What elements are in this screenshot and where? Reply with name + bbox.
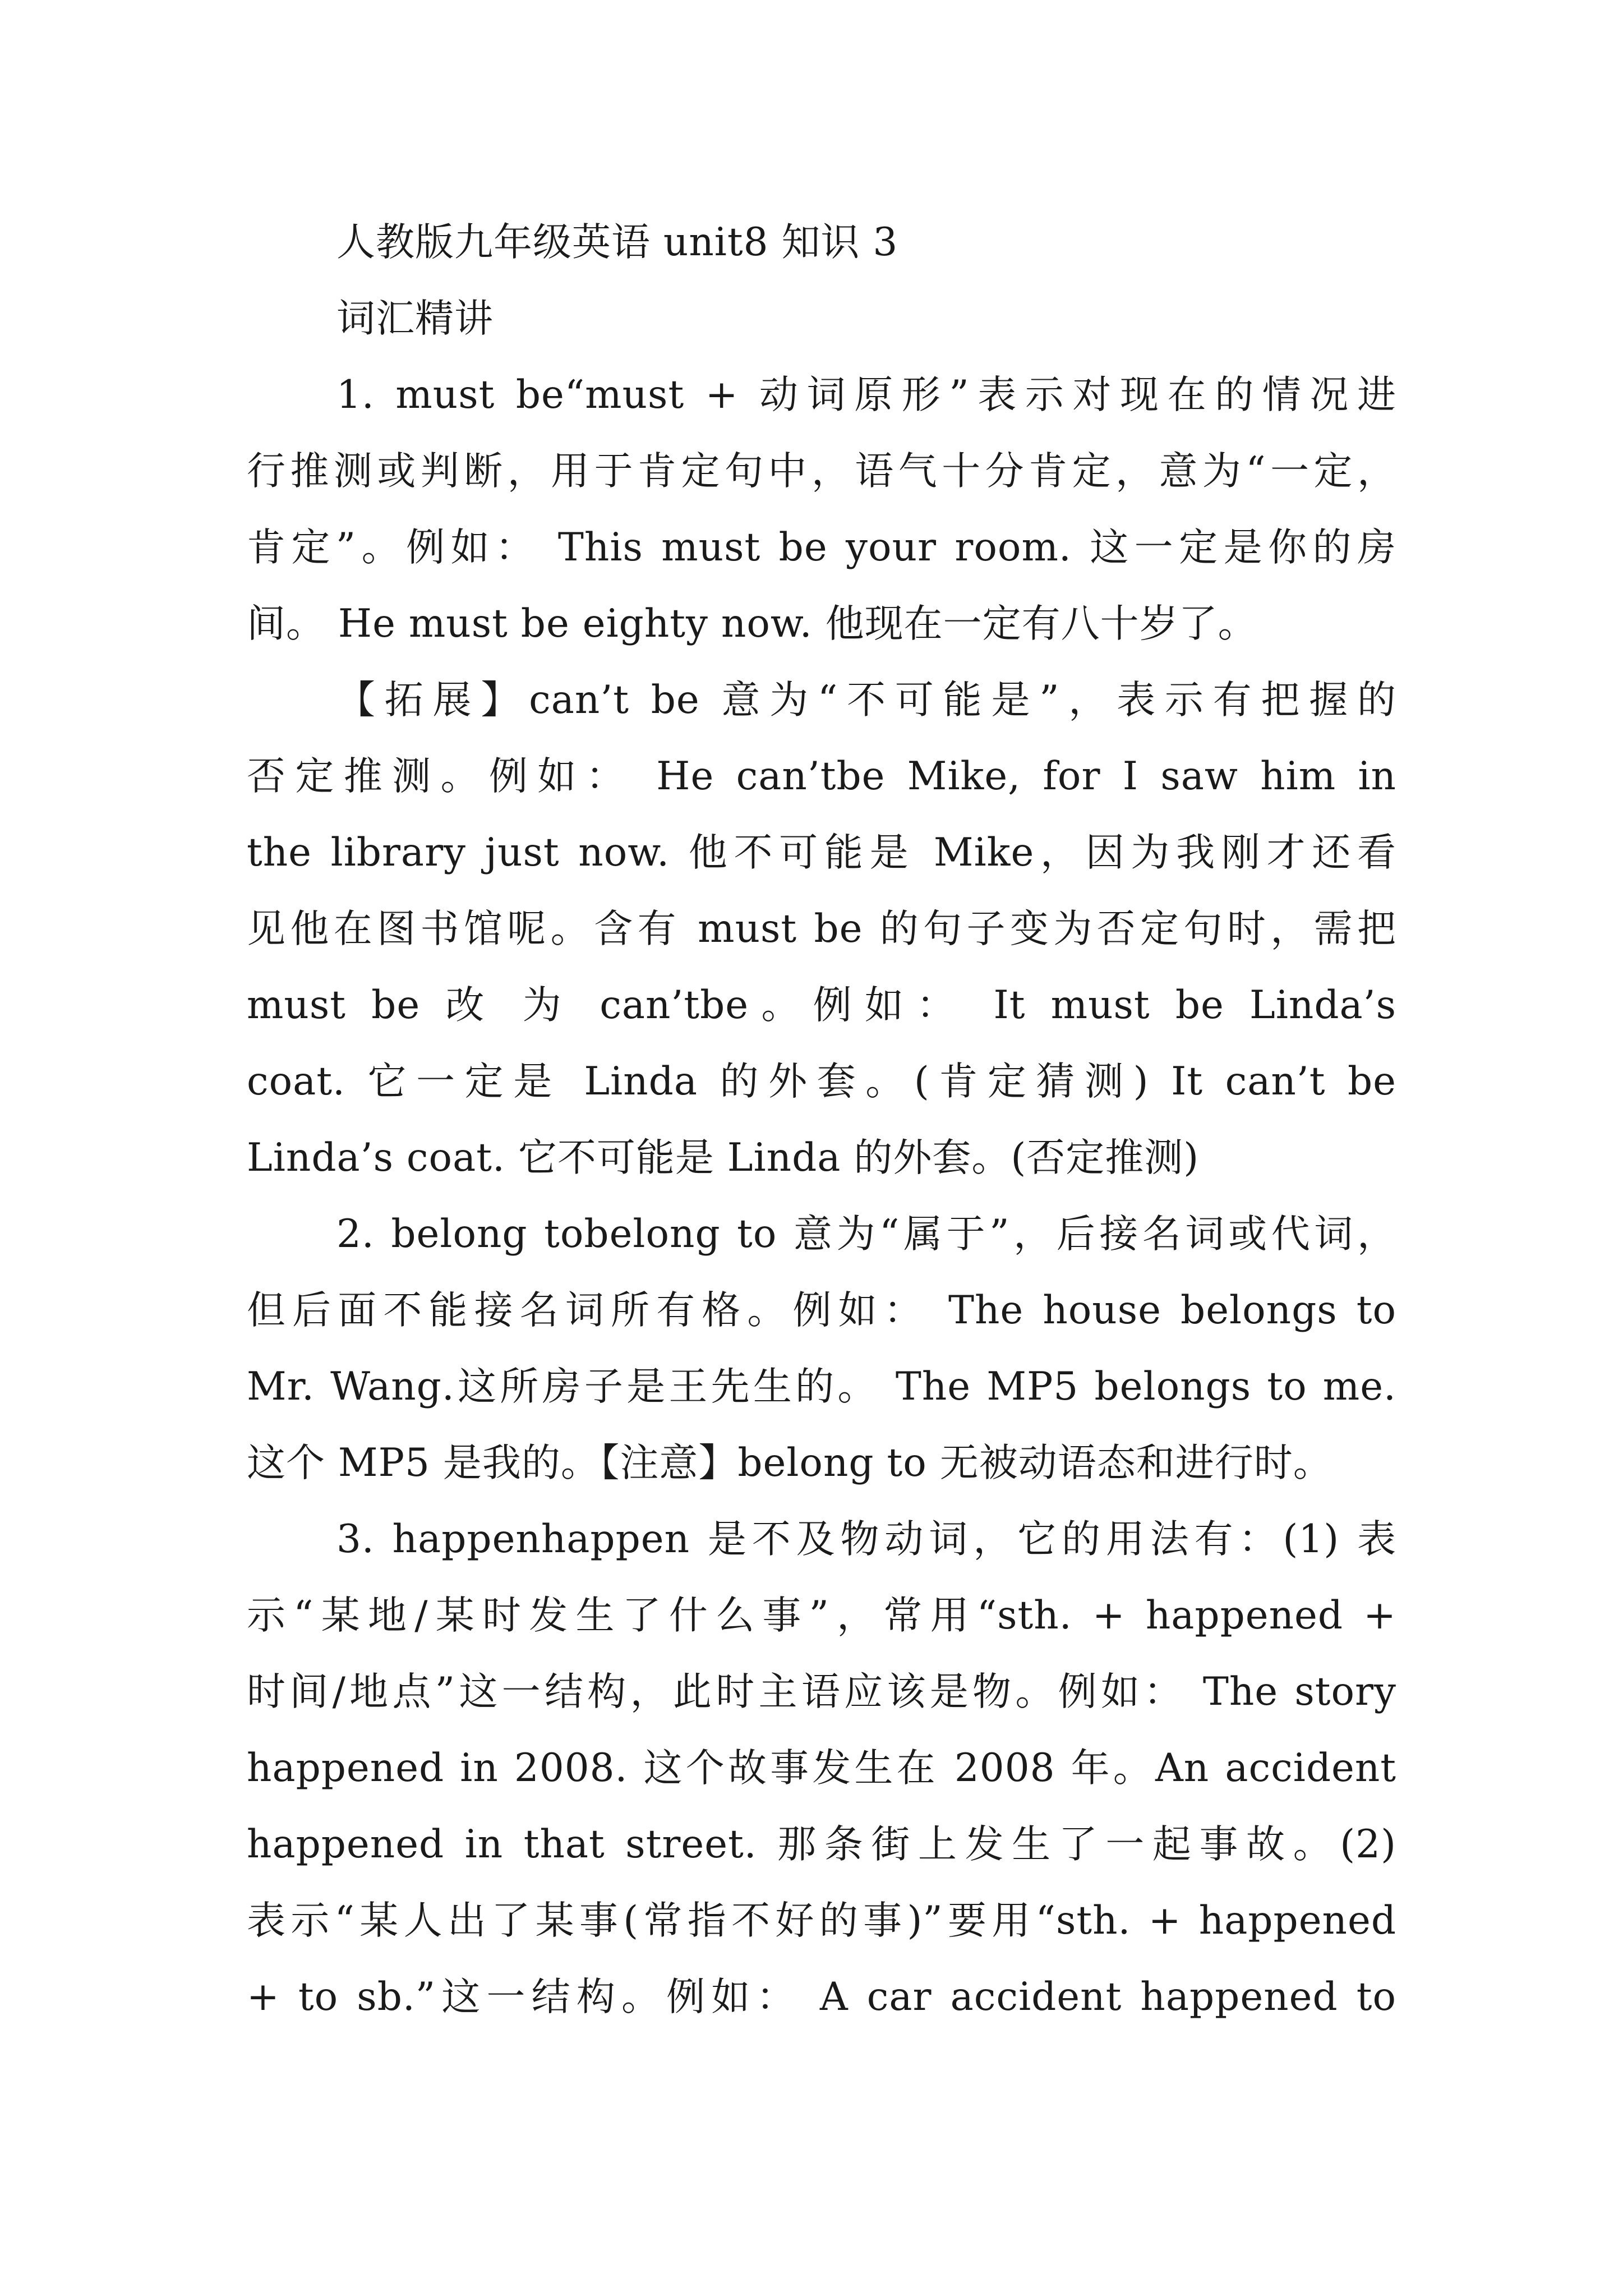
body-line: + to sb.”这一结构。例如： A car accident happened to — [247, 1975, 1396, 2019]
body-line: 行推测或判断，用于肯定句中，语气十分肯定，意为“一定， — [247, 449, 1396, 494]
body-line: 2. belong tobelong to 意为“属于”，后接名词或代词， — [336, 1212, 1396, 1257]
body-line: 1. must be“must + 动词原形”表示对现在的情况进 — [336, 372, 1396, 417]
body-line: 表示“某人出了某事(常指不好的事)”要用“sth. + happened — [247, 1898, 1396, 1943]
body-line: 3. happenhappen 是不及物动词，它的用法有：(1) 表 — [336, 1517, 1396, 1562]
body-line: happened in 2008. 这个故事发生在 2008 年。An accident — [247, 1746, 1396, 1791]
body-line: coat. 它一定是 Linda 的外套。(肯定猜测) It can’t be — [247, 1059, 1396, 1104]
body-line: must be 改 为 can’tbe。例如： It must be Linda’s — [247, 983, 1396, 1028]
body-line: 但后面不能接名词所有格。例如： The house belongs to — [247, 1288, 1396, 1333]
body-line: 间。 He must be eighty now. 他现在一定有八十岁了。 — [247, 601, 1257, 646]
body-line: 【拓展】can’t be 意为“不可能是”，表示有把握的 — [336, 678, 1396, 723]
body-line: Linda’s coat. 它不可能是 Linda 的外套。(否定推测) — [247, 1135, 1200, 1180]
body-line: Mr. Wang.这所房子是王先生的。 The MP5 belongs to me. — [247, 1364, 1396, 1409]
body-line: 这个 MP5 是我的。【注意】belong to 无被动语态和进行时。 — [247, 1441, 1332, 1485]
body-line: 见他在图书馆呢。含有 must be 的句子变为否定句时，需把 — [247, 907, 1396, 951]
body-line: 时间/地点”这一结构，此时主语应该是物。例如： The story — [247, 1669, 1396, 1714]
section-heading: 词汇精讲 — [336, 296, 494, 341]
body-line: the library just now. 他不可能是 Mike，因为我刚才还看 — [247, 830, 1396, 875]
body-line: 肯定”。例如： This must be your room. 这一定是你的房 — [247, 525, 1396, 570]
body-line: 否定推测。例如： He can’tbe Mike, for I saw him in — [247, 754, 1396, 799]
body-line: 示“某地/某时发生了什么事”，常用“sth. + happened + — [247, 1593, 1396, 1638]
body-line: happened in that street. 那条街上发生了一起事故。(2) — [247, 1822, 1396, 1867]
document-title: 人教版九年级英语 unit8 知识 3 — [336, 220, 898, 265]
